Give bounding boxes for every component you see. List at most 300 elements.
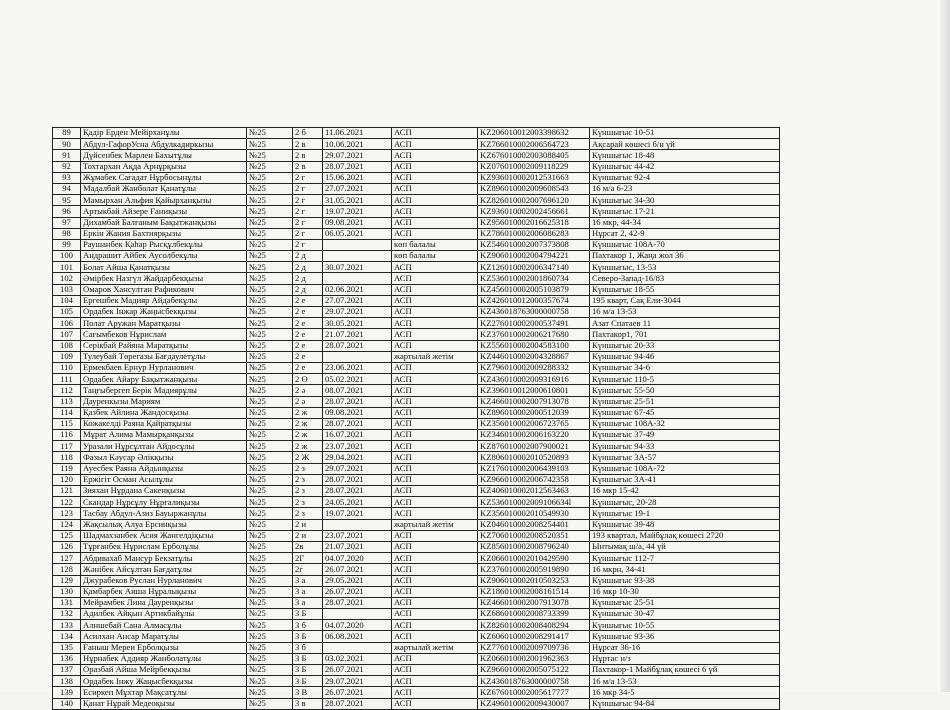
table-row (53, 463, 780, 474)
date-cell (323, 273, 392, 284)
table-row (53, 564, 780, 575)
category-cell: АСП (392, 307, 478, 318)
iban-cell: KZ466010002007913078 (478, 396, 590, 407)
iban-cell: KZ346010002006163220 (478, 430, 590, 441)
student-name-cell: Қазбек Айлина Жандосқызы (81, 407, 247, 418)
school-cell: №25 (247, 564, 293, 575)
address-cell: Күншығыс 44-42 (590, 161, 780, 172)
date-cell: 28.07.2021 (323, 340, 392, 351)
address-cell: Пахтакор-1 Майбұлақ көшесі 6 үй (590, 665, 780, 676)
school-cell: №25 (247, 441, 293, 452)
student-name-cell: Скандар Нұрсұлу Нұрғалиқызы (81, 497, 247, 508)
category-cell: АСП (392, 620, 478, 631)
school-cell: №25 (247, 396, 293, 407)
row-number-cell: 134 (53, 631, 81, 642)
category-cell: АСП (392, 541, 478, 552)
school-cell: №25 (247, 586, 293, 597)
iban-cell: KZ956010002016625318 (478, 217, 590, 228)
row-number-cell: 131 (53, 597, 81, 608)
date-cell: 11.06.2021 (323, 128, 392, 139)
iban-cell: KZ676010002003088405 (478, 150, 590, 161)
school-cell: №25 (247, 340, 293, 351)
address-cell: 193 квартал, Майбұлақ көшесі 2720 (590, 530, 780, 541)
address-cell: Күншығыс 93-38 (590, 575, 780, 586)
row-number-cell: 94 (53, 183, 81, 194)
table-row (53, 273, 780, 284)
iban-cell: KZ546010002007373808 (478, 239, 590, 250)
row-number-cell: 128 (53, 564, 81, 575)
school-cell: №25 (247, 597, 293, 608)
iban-cell: KZ466010002007913078 (478, 597, 590, 608)
date-cell: 27.07.2021 (323, 295, 392, 306)
student-name-cell: Серікбай Райяна Маратқызы (81, 340, 247, 351)
address-cell: Күншығыс 112-7 (590, 553, 780, 564)
iban-cell: KZ706010002008520351 (478, 530, 590, 541)
iban-cell: KZ176010002006439103 (478, 463, 590, 474)
date-cell: 29.07.2021 (323, 150, 392, 161)
date-cell: 08.07.2021 (323, 385, 392, 396)
category-cell: АСП (392, 340, 478, 351)
address-cell: Ақсарай көшесі б/н үй (590, 139, 780, 150)
address-cell: Күншығыс 34-6 (590, 362, 780, 373)
class-cell: 3 Б (293, 631, 323, 642)
table-row (53, 441, 780, 452)
category-cell: көп балалы (392, 251, 478, 262)
class-cell: 2 г (293, 172, 323, 183)
school-cell: №25 (247, 351, 293, 362)
table-row (53, 474, 780, 485)
student-name-cell: Жәнібек Айсұлтан Бағдатұлы (81, 564, 247, 575)
table-row (53, 228, 780, 239)
date-cell: 28.07.2021 (323, 597, 392, 608)
class-cell: 3 Б (293, 676, 323, 687)
category-cell: АСП (392, 284, 478, 295)
row-number-cell: 126 (53, 541, 81, 552)
table-row (53, 128, 780, 139)
student-name-cell: Есиркеп Мұхтар Мақсатұлы (81, 687, 247, 698)
table-row (53, 217, 780, 228)
address-cell: 16 мкр 10-30 (590, 586, 780, 597)
iban-cell: KZ906010002004794221 (478, 251, 590, 262)
category-cell: АСП (392, 553, 478, 564)
class-cell: 2 г (293, 195, 323, 206)
student-name-cell: Әмірбек Назгүл Жайдарбекқызы (81, 273, 247, 284)
class-cell: 2 г (293, 228, 323, 239)
class-cell: 2 г (293, 206, 323, 217)
student-name-cell: Полат Аружан Маратқызы (81, 318, 247, 329)
class-cell: 3 Б (293, 653, 323, 664)
date-cell: 28.07.2021 (323, 474, 392, 485)
category-cell: АСП (392, 262, 478, 273)
address-cell: Северо-Запад-16/83 (590, 273, 780, 284)
class-cell: 3 а (293, 597, 323, 608)
date-cell: 16.07.2021 (323, 430, 392, 441)
student-name-cell: Мамырхан Альфия Қайырханқызы (81, 195, 247, 206)
address-cell: Ынтымақ ш/а, 44 үй (590, 541, 780, 552)
date-cell: 09.08.2021 (323, 407, 392, 418)
student-name-cell: Ғаныш Мереи Ерболқызы (81, 642, 247, 653)
table-row (53, 597, 780, 608)
table-row (53, 340, 780, 351)
row-number-cell: 124 (53, 519, 81, 530)
class-cell: 2 г (293, 217, 323, 228)
address-cell: Күншығыс 3А-57 (590, 452, 780, 463)
school-cell: №25 (247, 150, 293, 161)
student-name-cell: Оразбай Айша Мейрбекқызы (81, 665, 247, 676)
class-cell: 2 и (293, 519, 323, 530)
date-cell (323, 351, 392, 362)
address-cell: Күншығыс 93-36 (590, 631, 780, 642)
class-cell: 2 ә (293, 396, 323, 407)
date-cell: 21.07.2021 (323, 541, 392, 552)
class-cell: 2 д (293, 251, 323, 262)
table-row (53, 329, 780, 340)
table-row (53, 195, 780, 206)
row-number-cell: 119 (53, 463, 81, 474)
school-cell: №25 (247, 195, 293, 206)
iban-cell: KZ966010002005075122 (478, 665, 590, 676)
category-cell: АСП (392, 273, 478, 284)
iban-cell: KZ446010002004328867 (478, 351, 590, 362)
category-cell: АСП (392, 497, 478, 508)
class-cell: 2 е (293, 318, 323, 329)
iban-cell: KZ766010002006564723 (478, 139, 590, 150)
date-cell: 05.02.2021 (323, 374, 392, 385)
table-row (53, 396, 780, 407)
row-number-cell: 97 (53, 217, 81, 228)
table-row (53, 318, 780, 329)
school-cell: №25 (247, 430, 293, 441)
row-number-cell: 111 (53, 374, 81, 385)
address-cell: Күншығыс 20-33 (590, 340, 780, 351)
category-cell: АСП (392, 217, 478, 228)
date-cell: 29.05.2021 (323, 575, 392, 586)
class-cell: 2 з (293, 486, 323, 497)
table-row (53, 452, 780, 463)
table-row (53, 631, 780, 642)
address-cell: Күншығыс 34-30 (590, 195, 780, 206)
address-cell: Нұртас н/з (590, 653, 780, 664)
table-row (53, 295, 780, 306)
category-cell: АСП (392, 385, 478, 396)
address-cell: Күншығыс 110-5 (590, 374, 780, 385)
school-cell: №25 (247, 665, 293, 676)
category-cell: АСП (392, 206, 478, 217)
school-cell: №25 (247, 631, 293, 642)
date-cell: 27.07.2021 (323, 183, 392, 194)
student-name-cell: Ордабек Інжар Жаңысбекқызы (81, 307, 247, 318)
school-cell: №25 (247, 486, 293, 497)
category-cell: АСП (392, 295, 478, 306)
iban-cell: KZ936010002012531663 (478, 172, 590, 183)
class-cell: 2 з (293, 474, 323, 485)
row-number-cell: 105 (53, 307, 81, 318)
row-number-cell: 100 (53, 251, 81, 262)
category-cell: АСП (392, 128, 478, 139)
row-number-cell: 89 (53, 128, 81, 139)
table-row (53, 374, 780, 385)
category-cell: АСП (392, 508, 478, 519)
school-cell: №25 (247, 698, 293, 709)
row-number-cell: 113 (53, 396, 81, 407)
table-row (53, 541, 780, 552)
address-cell: Күншығыс 18-55 (590, 284, 780, 295)
school-cell: №25 (247, 687, 293, 698)
iban-cell: KZ356010002006723765 (478, 418, 590, 429)
category-cell: АСП (392, 474, 478, 485)
school-cell: №25 (247, 284, 293, 295)
category-cell: АСП (392, 698, 478, 709)
student-name-cell: Уразали Нұрсұлтан Айдосұлы (81, 441, 247, 452)
category-cell: АСП (392, 374, 478, 385)
address-cell: Күншығыс 10-51 (590, 128, 780, 139)
category-cell: АСП (392, 195, 478, 206)
address-cell: Күншығыс 94-84 (590, 698, 780, 709)
class-cell: 3 а (293, 586, 323, 597)
address-cell: 16 м/а 13-53 (590, 307, 780, 318)
student-name-cell: Джурабеков Руслан Нурланович (81, 575, 247, 586)
row-number-cell: 133 (53, 620, 81, 631)
date-cell: 28.07.2021 (323, 486, 392, 497)
category-cell: АСП (392, 418, 478, 429)
school-cell: №25 (247, 307, 293, 318)
student-name-cell: Қадір Ерден Мейірханұлы (81, 128, 247, 139)
address-cell: 16 мкр 15-42 (590, 486, 780, 497)
school-cell: №25 (247, 519, 293, 530)
date-cell: 26.07.2021 (323, 564, 392, 575)
school-cell: №25 (247, 463, 293, 474)
school-cell: №25 (247, 228, 293, 239)
row-number-cell: 117 (53, 441, 81, 452)
table-row (53, 430, 780, 441)
address-cell: Күншығыс 108А-72 (590, 463, 780, 474)
date-cell: 30.05.2021 (323, 318, 392, 329)
student-name-cell: Андрашит Айбек Аусолбекұлы (81, 251, 247, 262)
school-cell: №25 (247, 329, 293, 340)
category-cell: АСП (392, 609, 478, 620)
row-number-cell: 122 (53, 497, 81, 508)
table-row (53, 486, 780, 497)
beneficiary-table-wrap (52, 127, 779, 710)
address-cell: Күншығыс 94-46 (590, 351, 780, 362)
address-cell: Күншығыс 55-50 (590, 385, 780, 396)
student-name-cell: Ержігіт Осман Асылұлы (81, 474, 247, 485)
date-cell: 06.08.2021 (323, 631, 392, 642)
category-cell: АСП (392, 676, 478, 687)
address-cell: 16 мкр, 44-34 (590, 217, 780, 228)
iban-cell: KZ786010002006086283 (478, 228, 590, 239)
class-cell: 2 ж (293, 407, 323, 418)
school-cell: №25 (247, 676, 293, 687)
row-number-cell: 91 (53, 150, 81, 161)
class-cell: 2 з (293, 497, 323, 508)
category-cell: АСП (392, 172, 478, 183)
row-number-cell: 102 (53, 273, 81, 284)
date-cell: 29.07.2021 (323, 307, 392, 318)
class-cell: 2Г (293, 553, 323, 564)
school-cell: №25 (247, 161, 293, 172)
table-row (53, 653, 780, 664)
school-cell: №25 (247, 530, 293, 541)
row-number-cell: 104 (53, 295, 81, 306)
row-number-cell: 98 (53, 228, 81, 239)
category-cell: АСП (392, 362, 478, 373)
table-row (53, 284, 780, 295)
row-number-cell: 127 (53, 553, 81, 564)
category-cell: көп балалы (392, 239, 478, 250)
student-name-cell: Дихамбай Балғаным Бақытжанқызы (81, 217, 247, 228)
row-number-cell: 140 (53, 698, 81, 709)
class-cell: 2 в (293, 139, 323, 150)
row-number-cell: 120 (53, 474, 81, 485)
iban-cell: KZ676010002005617777 (478, 687, 590, 698)
category-cell: АСП (392, 329, 478, 340)
row-number-cell: 99 (53, 239, 81, 250)
category-cell: АСП (392, 228, 478, 239)
table-row (53, 586, 780, 597)
iban-cell: KZ536010002009106634l (478, 497, 590, 508)
row-number-cell: 108 (53, 340, 81, 351)
date-cell: 10.06.2021 (323, 139, 392, 150)
date-cell: 28.07.2021 (323, 161, 392, 172)
school-cell: №25 (247, 318, 293, 329)
class-cell: 2 Ө (293, 374, 323, 385)
class-cell: 2 е (293, 307, 323, 318)
address-cell: Күншығыс 108А-70 (590, 239, 780, 250)
row-number-cell: 132 (53, 609, 81, 620)
school-cell: №25 (247, 474, 293, 485)
iban-cell: KZ396010012000610801 (478, 385, 590, 396)
category-cell: АСП (392, 631, 478, 642)
date-cell: 26.07.2021 (323, 586, 392, 597)
class-cell: 2 е (293, 362, 323, 373)
date-cell: 09.08.2021 (323, 217, 392, 228)
student-name-cell: Раушанбек Қаһар Рысқұлбекұлы (81, 239, 247, 250)
iban-cell: KZ206010012003398632 (478, 128, 590, 139)
category-cell: АСП (392, 318, 478, 329)
date-cell: 26.07.2021 (323, 687, 392, 698)
row-number-cell: 110 (53, 362, 81, 373)
student-name-cell: Омаров Хансултан Рафикович (81, 284, 247, 295)
category-cell: жартылай жетім (392, 519, 478, 530)
address-cell: Күншығыс 108А-32 (590, 418, 780, 429)
class-cell: 2 е (293, 351, 323, 362)
address-cell: Күншығыс 30-47 (590, 609, 780, 620)
school-cell: №25 (247, 295, 293, 306)
address-cell: Күншығыс 37-49 (590, 430, 780, 441)
student-name-cell: Абдивахаб Мансур Бекзатұлы (81, 553, 247, 564)
class-cell: 2г (293, 564, 323, 575)
student-name-cell: Ермекбаев Ернур Нурланович (81, 362, 247, 373)
iban-cell: KZ436010002009316916 (478, 374, 590, 385)
school-cell: №25 (247, 362, 293, 373)
date-cell: 04.07.2020 (323, 553, 392, 564)
student-name-cell: Зияхан Нұрдана Сакенқызы (81, 486, 247, 497)
iban-cell: KZ046010002008254401 (478, 519, 590, 530)
student-name-cell: Жұмабек Сағадат Нұрбосынұлы (81, 172, 247, 183)
iban-cell: KZ436018763000000758 (478, 307, 590, 318)
date-cell: 29.07.2021 (323, 463, 392, 474)
date-cell: 04.07.2020 (323, 620, 392, 631)
school-cell: №25 (247, 575, 293, 586)
address-cell: Күншығыс 10-55 (590, 620, 780, 631)
student-name-cell: Тасбау Абдул-Азиз Бауыржанұлы (81, 508, 247, 519)
table-row (53, 609, 780, 620)
class-cell: 2 б (293, 128, 323, 139)
student-name-cell: Тұрғанбек Нұрислам Ерболұлы (81, 541, 247, 552)
student-name-cell: Мұрат Алима Мамырқанқызы (81, 430, 247, 441)
row-number-cell: 106 (53, 318, 81, 329)
school-cell: №25 (247, 452, 293, 463)
iban-cell: KZ066010002010429590 (478, 553, 590, 564)
row-number-cell: 109 (53, 351, 81, 362)
iban-cell: KZ426010012000357674 (478, 295, 590, 306)
date-cell: 29.07.2021 (323, 676, 392, 687)
row-number-cell: 101 (53, 262, 81, 273)
category-cell: АСП (392, 183, 478, 194)
school-cell: №25 (247, 239, 293, 250)
category-cell: АСП (392, 139, 478, 150)
table-row (53, 497, 780, 508)
student-name-cell: Сағымбеков Нұрислам (81, 329, 247, 340)
student-name-cell: Қамбарбек Аиша Нұралықызы (81, 586, 247, 597)
class-cell: 2 з (293, 508, 323, 519)
school-cell: №25 (247, 251, 293, 262)
category-cell: АСП (392, 486, 478, 497)
class-cell: 2в (293, 541, 323, 552)
student-name-cell: Ордабек Інжу Жаңысбекқызы (81, 676, 247, 687)
class-cell: 2 Ж (293, 452, 323, 463)
iban-cell: KZ496010002009430007 (478, 698, 590, 709)
class-cell: 2 д (293, 273, 323, 284)
student-name-cell: Нұрнабек Аддияр Жанболатұлы (81, 653, 247, 664)
student-name-cell: Абдул-ГафорУсна Абдулкадиркызы (81, 139, 247, 150)
school-cell: №25 (247, 609, 293, 620)
iban-cell: KZ826010002008408294 (478, 620, 590, 631)
date-cell: 23.06.2021 (323, 362, 392, 373)
table-row (53, 519, 780, 530)
class-cell: 3 В (293, 687, 323, 698)
student-name-cell: Адилбек Айқын Артикбайұлы (81, 609, 247, 620)
table-row (53, 239, 780, 250)
table-row (53, 262, 780, 273)
category-cell: АСП (392, 653, 478, 664)
school-cell: №25 (247, 217, 293, 228)
row-number-cell: 135 (53, 642, 81, 653)
table-row (53, 407, 780, 418)
table-row (53, 620, 780, 631)
class-cell: 2 е (293, 340, 323, 351)
class-cell: 2 д (293, 262, 323, 273)
iban-cell: KZ356010002010549930 (478, 508, 590, 519)
row-number-cell: 90 (53, 139, 81, 150)
category-cell: АСП (392, 396, 478, 407)
table-row (53, 553, 780, 564)
date-cell: 28.07.2021 (323, 418, 392, 429)
date-cell: 30.07.2021 (323, 262, 392, 273)
date-cell: 19.07.2021 (323, 508, 392, 519)
scan-edge (940, 0, 950, 692)
address-cell: 16 мкрн, 34-41 (590, 564, 780, 575)
date-cell (323, 642, 392, 653)
class-cell: 3 Б (293, 609, 323, 620)
row-number-cell: 93 (53, 172, 81, 183)
row-number-cell: 96 (53, 206, 81, 217)
iban-cell: KZ376010002006217680 (478, 329, 590, 340)
iban-cell: KZ966010002006742358 (478, 474, 590, 485)
student-name-cell: Шадмахзанбек Асия Жангелдіқызы (81, 530, 247, 541)
category-cell: АСП (392, 687, 478, 698)
